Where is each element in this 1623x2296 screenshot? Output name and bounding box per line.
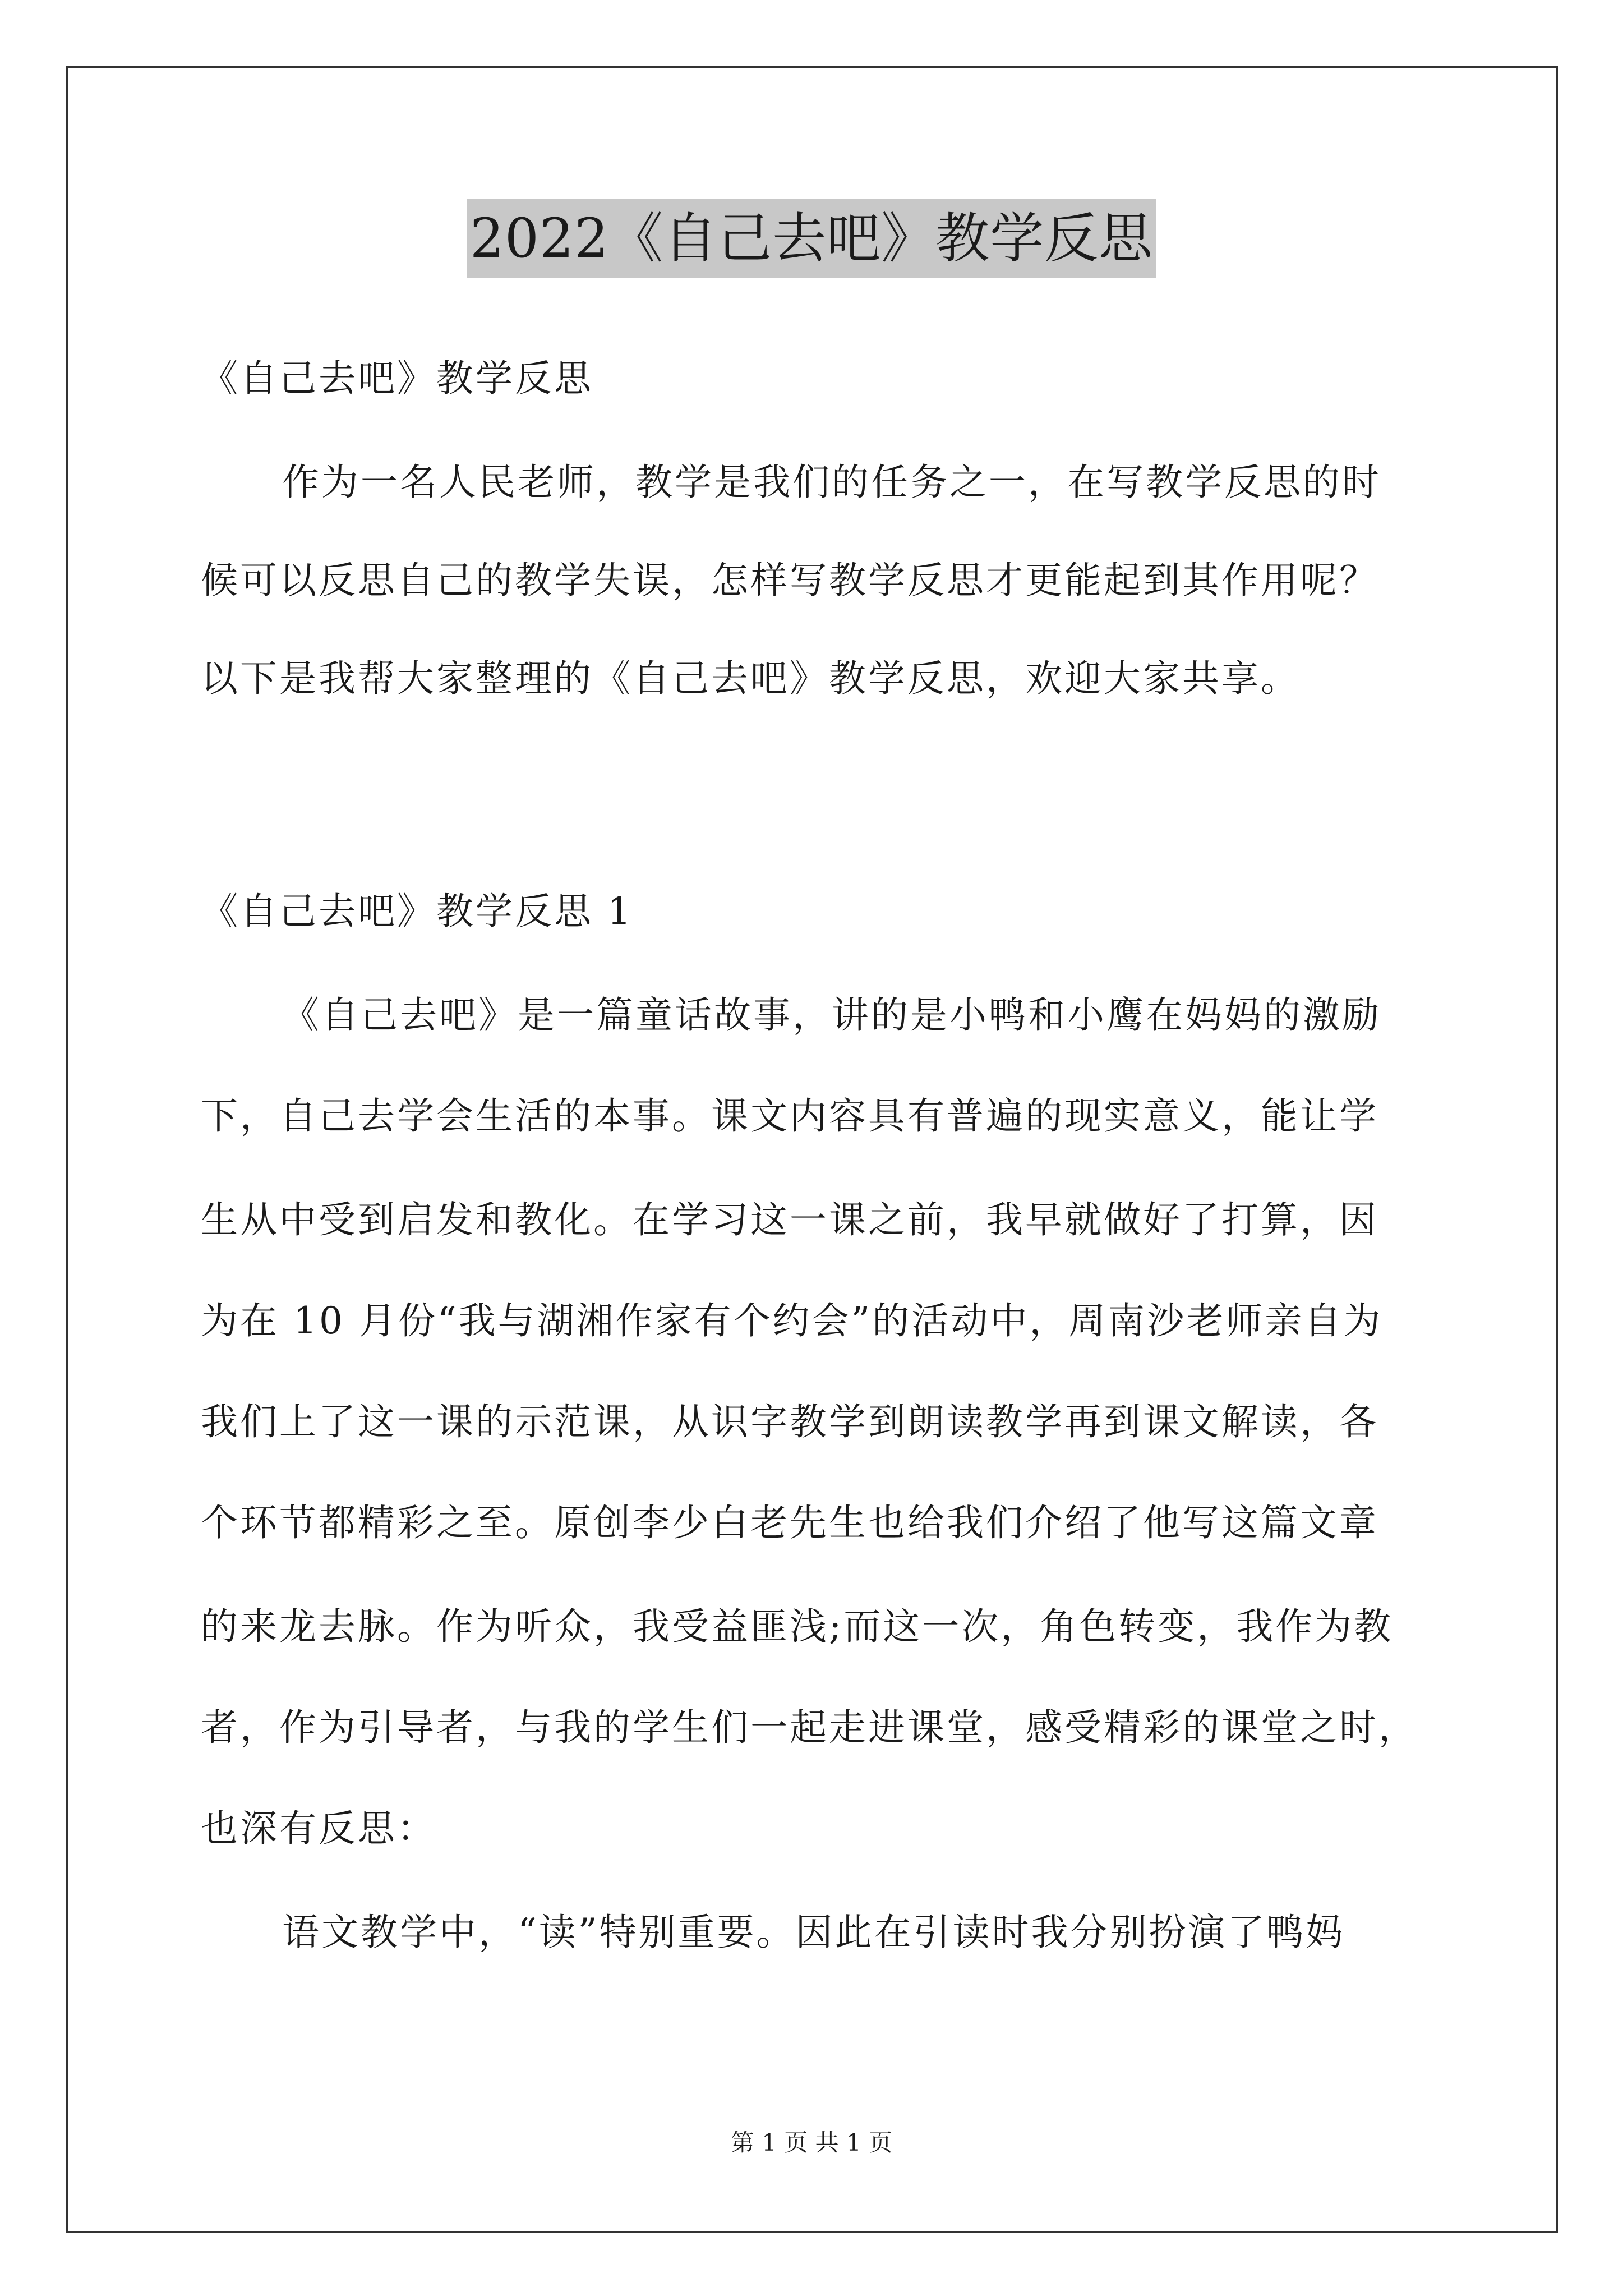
body-line-8: 者，作为引导者，与我的学生们一起走进课堂，感受精彩的课堂之时， [201, 1706, 1418, 1749]
section-heading: 《自己去吧》教学反思 1 [201, 890, 633, 933]
intro-line-3: 以下是我帮大家整理的《自己去吧》教学反思，欢迎大家共享。 [201, 657, 1300, 700]
body-line-9: 也深有反思： [201, 1807, 436, 1850]
document-title: 2022《自己去吧》教学反思 [467, 199, 1156, 278]
intro-line-2: 候可以反思自己的教学失误，怎样写教学反思才更能起到其作用呢？ [201, 559, 1378, 602]
body-line-3: 生从中受到启发和教化。在学习这一课之前，我早就做好了打算，因 [201, 1198, 1378, 1241]
body-line-2: 下，自己去学会生活的本事。课文内容具有普遍的现实意义，能让学 [201, 1094, 1378, 1138]
body-line-5: 我们上了这一课的示范课，从识字教学到朗读教学再到课文解读，各 [201, 1400, 1378, 1443]
page-footer: 第 1 页 共 1 页 [730, 2129, 893, 2156]
title-wrapper [0, 199, 1623, 278]
body-line-10: 语文教学中，“读”特别重要。因此在引读时我分别扮演了鸭妈 [282, 1911, 1345, 1954]
body-line-6: 个环节都精彩之至。原创李少白老先生也给我们介绍了他写这篇文章 [201, 1501, 1378, 1544]
body-line-7: 的来龙去脉。作为听众，我受益匪浅;而这一次，角色转变，我作为教 [201, 1605, 1394, 1648]
intro-line-1: 作为一名人民老师，教学是我们的任务之一，在写教学反思的时 [282, 461, 1381, 504]
subtitle: 《自己去吧》教学反思 [201, 357, 593, 400]
body-line-1: 《自己去吧》是一篇童话故事，讲的是小鸭和小鹰在妈妈的激励 [282, 993, 1381, 1037]
body-line-4: 为在 10 月份“我与湖湘作家有个约会”的活动中，周南沙老师亲自为 [201, 1299, 1383, 1342]
